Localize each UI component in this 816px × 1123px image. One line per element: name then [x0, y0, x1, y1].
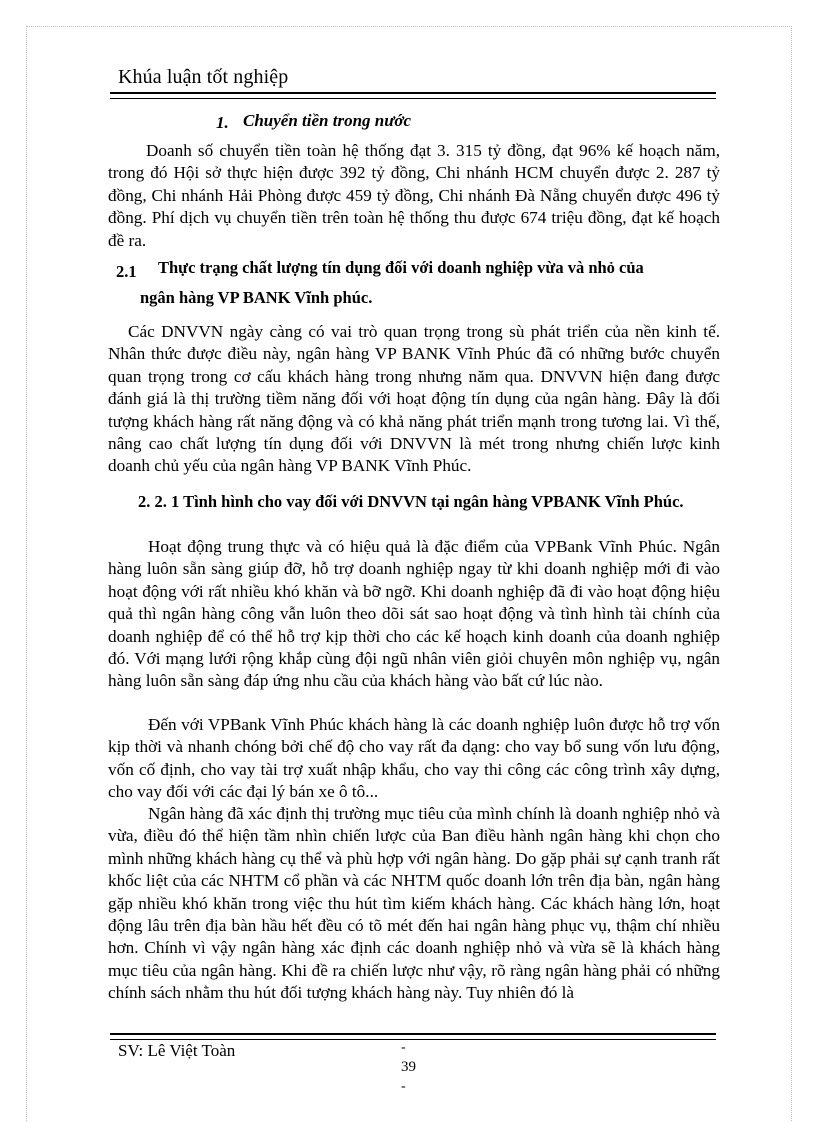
footer-author: SV: Lê Việt Toàn: [118, 1041, 236, 1060]
section-2-2-1-heading: 2. 2. 1 Tình hình cho vay đối với DNVVN tại ngân hàng VPBANK Vĩnh Phúc.: [138, 492, 684, 511]
page-number: 39: [401, 1059, 416, 1075]
paragraph-activity: Hoạt động trung thực và có hiệu quả là đặc điểm của VPBank Vĩnh Phúc. Ngân hàng luôn sẵn sàng giúp đỡ, hỗ trợ doanh nghiệp ngay từ khi doanh nghiệp mới đi vào hoạt động với rất nhiều khó khăn và bỡ ngỡ. Khi doanh nghiệp đã đi vào hoạt động hiệu quả thì ngân hàng công vẫn luôn theo dõi sát sao hoạt động và tình hình tài chính của doanh nghiệp để có thể hỗ trợ kịp thời cho các kế hoạch kinh doanh của doanh nghiệp đó. Với mạng lưới rộng khắp cùng đội ngũ nhân viên giỏi chuyên môn nghiệp vụ, ngân hàng luôn sẵn sàng đáp ứng nhu cầu của khách hàng vào bất cứ lúc nào.: [108, 537, 720, 691]
section-1-number: 1.: [216, 113, 229, 132]
paragraph-target-market: Ngân hàng đã xác định thị trường mục tiêu của mình chính là doanh nghiệp nhỏ và vừa, điều đó thể hiện tầm nhìn chiến lược của Ban điều hành ngân hàng khi chọn cho mình những khách hàng cụ thể và phù hợp với ngân hàng. Do gặp phải sự cạnh tranh rất khốc liệt của các NHTM cổ phần và các NHTM quốc doanh lớn trên địa bàn, ngân hàng gặp nhiều khó khăn trong việc thu hút tìm kiếm khách hàng. Các khách hàng lớn, hoạt động lâu trên địa bàn hầu hết đều có tõ mét đến hai ngân hàng phục vụ, thậm chí nhiều hơn. Chính vì vậy ngân hàng xác định các doanh nghiệp nhỏ và vừa sẽ là khách hàng mục tiêu của ngân hàng. Khi đề ra chiến lược như vậy, rõ ràng ngân hàng phải có những chính sách nhằm thu hút đối tượng khách hàng này. Tuy nhiên đó là: [108, 804, 720, 1003]
paragraph-lending-products: Đến với VPBank Vĩnh Phúc khách hàng là các doanh nghiệp luôn được hỗ trợ vốn kịp thời và nhanh chóng bởi chế độ cho vay rất đa dạng: cho vay bổ sung vốn lưu động, vốn cố định, cho vay tài trợ xuất nhập khẩu, cho vay thi công các công trình xây dựng, cho vay đối với các đại lý bán xe ô tô...: [108, 715, 720, 802]
header-rule: [110, 92, 716, 99]
header-title: Khúa luận tốt nghiệp: [118, 66, 289, 88]
footer-rule: [110, 1033, 716, 1040]
section-2-1-title-line2: ngân hàng VP BANK Vĩnh phúc.: [140, 288, 373, 307]
paragraph-dnvvn-intro: Các DNVVN ngày càng có vai trò quan trọng trong sù phát triển của nền kinh tế. Nhân thức được điều này, ngân hàng VP BANK Vĩnh Phúc đã có những bước chuyển quan trọng trong cơ cấu khách hàng trong nhưng năm qua. DNVVN hiện đang được đánh giá là thị trường tiềm năng đối với hoạt động tín dụng của ngân hàng. Đây là đối tượng khách hàng rất năng động và có khả năng phát triển mạnh trong tương lai. Vì thế, nâng cao chất lượng tín dụng đối với DNVVN là mét trong nhưng chiến lược kinh doanh chủ yếu của ngân hàng VP BANK Vĩnh Phúc.: [108, 322, 720, 476]
section-2-1-title-line1: Thực trạng chất lượng tín dụng đối với doanh nghiệp vừa và nhỏ của: [158, 258, 644, 277]
footer-dash-bottom: -: [401, 1079, 406, 1094]
footer-dash-top: -: [401, 1040, 406, 1055]
paragraph-transfer: Doanh số chuyển tiền toàn hệ thống đạt 3. 315 tỷ đồng, đạt 96% kế hoạch năm, trong đó Hội sở thực hiện được 392 tỷ đồng, Chi nhánh HCM chuyển được 2. 287 tỷ đồng, Chi nhánh Hải Phòng được 459 tỷ đồng, Chi nhánh Đà Nẵng chuyển được 496 tỷ đồng. Phí dịch vụ chuyển tiền trên toàn hệ thống thu được 674 triệu đồng, đạt kế hoạch đề ra.: [108, 141, 720, 250]
section-2-1-number: 2.1: [116, 262, 137, 281]
section-1-title: Chuyển tiền trong nước: [243, 111, 412, 130]
